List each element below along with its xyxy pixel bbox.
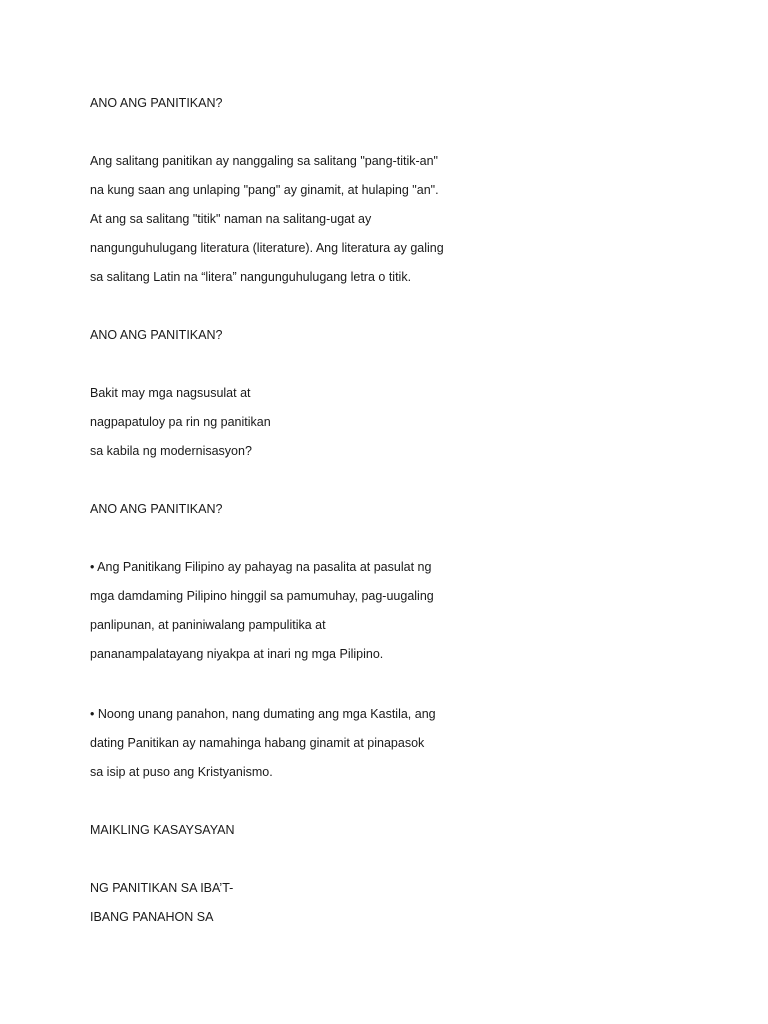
bullet-line: • Noong unang panahon, nang dumating ang mga Kastila, ang xyxy=(90,707,436,721)
section-heading: MAIKLING KASAYSAYAN xyxy=(90,823,235,837)
paragraph-line: nangunguhulugang literatura (literature). Ang literatura ay galing xyxy=(90,241,444,255)
paragraph-line: na kung saan ang unlaping "pang" ay ginamit, at hulaping "an". xyxy=(90,183,439,197)
paragraph-line: sa kabila ng modernisasyon? xyxy=(90,444,252,458)
paragraph-line: sa salitang Latin na “litera” nangunguhulugang letra o titik. xyxy=(90,270,412,284)
paragraph-line: Bakit may mga nagsusulat at xyxy=(90,386,251,400)
paragraph-line: At ang sa salitang "titik" naman na salitang-ugat ay xyxy=(90,212,372,226)
section-heading: ANO ANG PANITIKAN? xyxy=(90,502,223,516)
paragraph-line: Ang salitang panitikan ay nanggaling sa salitang "pang-titik-an" xyxy=(90,154,438,168)
section-heading: ANO ANG PANITIKAN? xyxy=(90,96,223,110)
bullet-line: sa isip at puso ang Kristyanismo. xyxy=(90,765,273,779)
bullet-line: dating Panitikan ay namahinga habang ginamit at pinapasok xyxy=(90,736,425,750)
section-heading: ANO ANG PANITIKAN? xyxy=(90,328,223,342)
bullet-line: mga damdaming Pilipino hinggil sa pamumuhay, pag-uugaling xyxy=(90,589,434,603)
heading-continuation-line: IBANG PANAHON SA xyxy=(90,910,214,924)
paragraph-line: nagpapatuloy pa rin ng panitikan xyxy=(90,415,271,429)
heading-continuation-line: NG PANITIKAN SA IBA’T- xyxy=(90,881,234,895)
bullet-line: • Ang Panitikang Filipino ay pahayag na pasalita at pasulat ng xyxy=(90,560,432,574)
bullet-line: panlipunan, at paniniwalang pampulitika at xyxy=(90,618,326,632)
bullet-line: pananampalatayang niyakpa at inari ng mga Pilipino. xyxy=(90,647,384,661)
